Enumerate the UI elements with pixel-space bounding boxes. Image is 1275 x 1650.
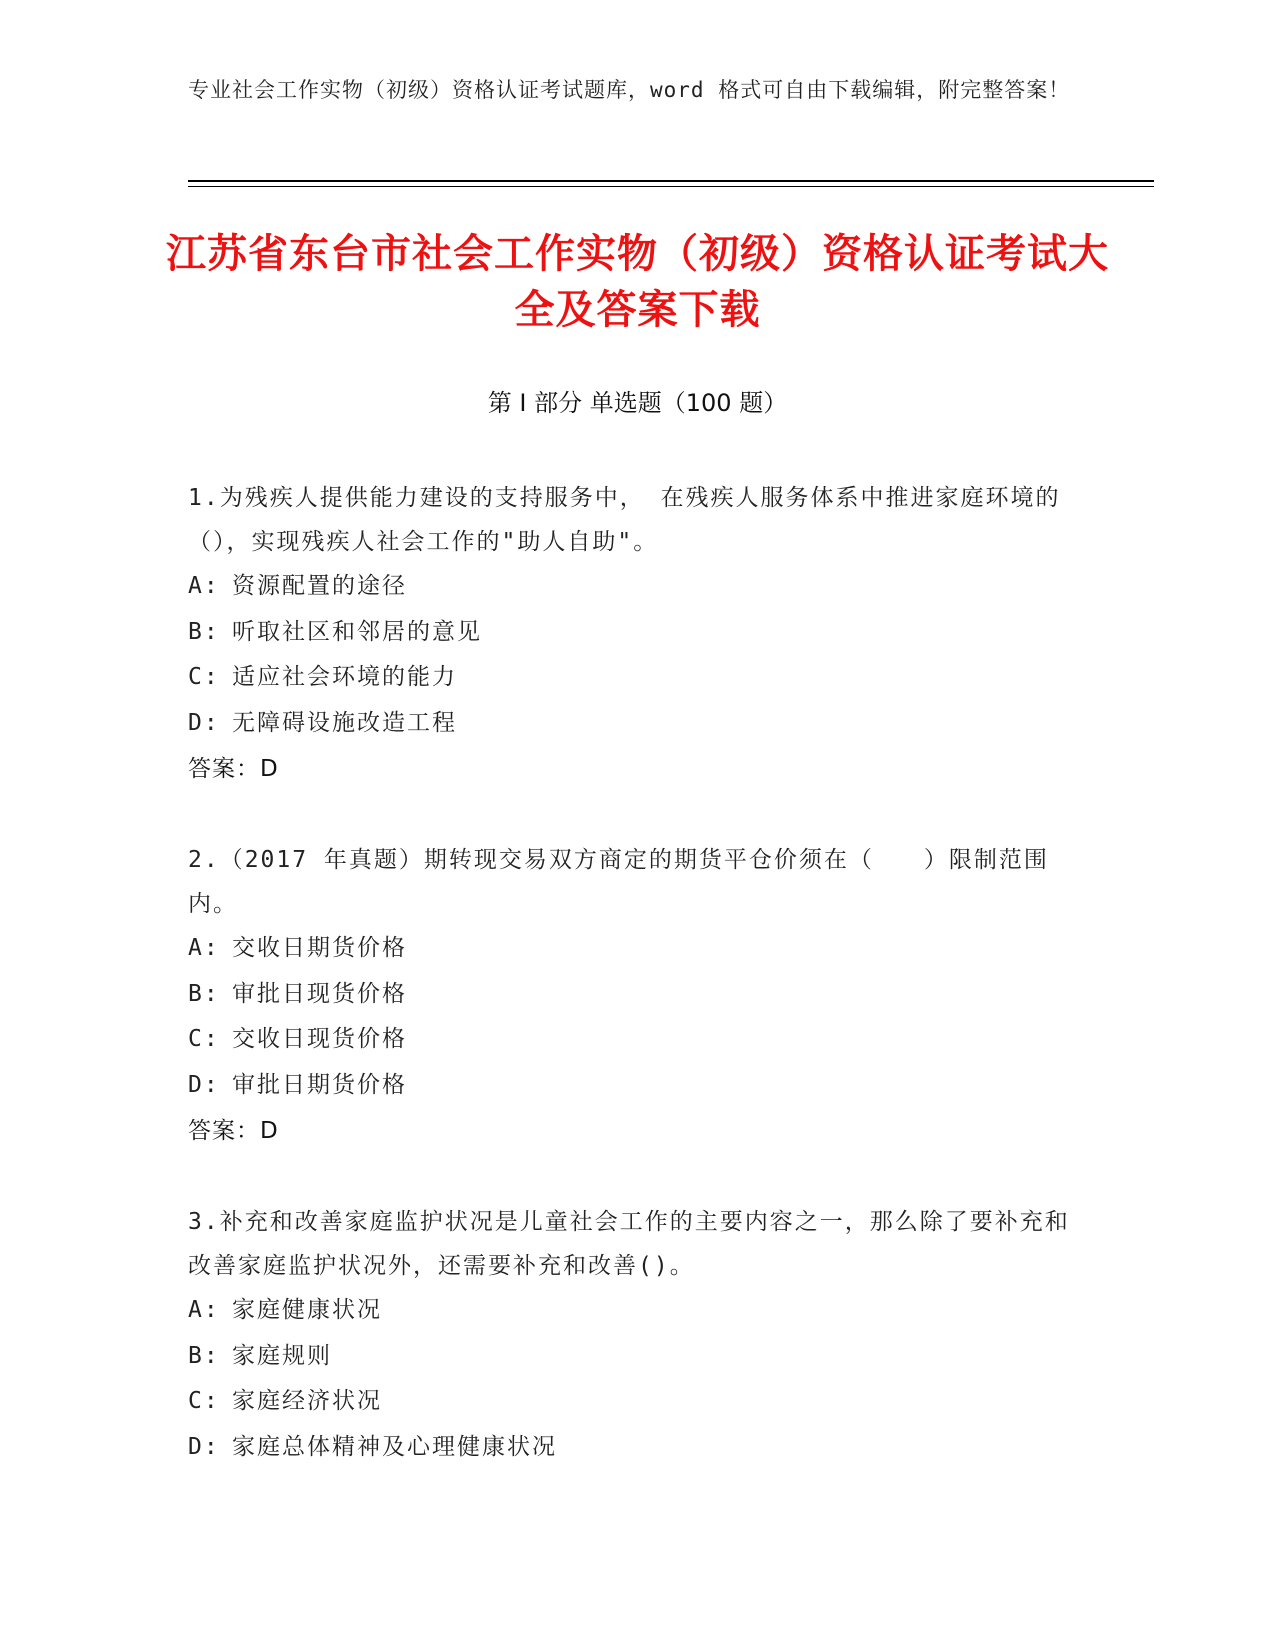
option-letter: D: bbox=[188, 1433, 220, 1460]
option-b bbox=[188, 1334, 1088, 1380]
option-letter: C: bbox=[188, 664, 220, 690]
option-a bbox=[188, 1288, 1088, 1334]
option-text: 资源配置的途径 bbox=[232, 573, 407, 599]
option-letter: B: bbox=[188, 980, 220, 1007]
option-letter: A: bbox=[188, 1297, 220, 1323]
option-c bbox=[188, 1379, 1088, 1425]
option-letter: A: bbox=[188, 935, 220, 961]
option-letter: B: bbox=[188, 618, 220, 645]
question-2 bbox=[188, 838, 1088, 1154]
answer-line: 答案：D bbox=[188, 1118, 279, 1144]
option-letter: D: bbox=[188, 1071, 220, 1098]
option-a bbox=[188, 564, 1088, 610]
option-text: 家庭健康状况 bbox=[232, 1297, 382, 1323]
option-text: 听取社区和邻居的意见 bbox=[232, 618, 482, 645]
question-3 bbox=[188, 1200, 1088, 1470]
question-list bbox=[188, 476, 1088, 1516]
option-b bbox=[188, 972, 1088, 1018]
option-text: 无障碍设施改造工程 bbox=[232, 709, 457, 736]
option-b bbox=[188, 610, 1088, 656]
option-letter: C: bbox=[188, 1388, 220, 1414]
header-divider-thick bbox=[188, 180, 1154, 182]
section-heading: 第 I 部分 单选题（100 题） bbox=[487, 389, 788, 417]
option-d bbox=[188, 1063, 1088, 1109]
header-note: 专业社会工作实物（初级）资格认证考试题库，word 格式可自由下载编辑，附完整答案！ bbox=[188, 78, 1071, 102]
option-c bbox=[188, 1017, 1088, 1063]
document-title: 江苏省东台市社会工作实物（初级）资格认证考试大全及答案下载 bbox=[166, 231, 1109, 333]
option-letter: C: bbox=[188, 1026, 220, 1052]
option-letter: A: bbox=[188, 573, 220, 599]
question-stem: 1.为残疾人提供能力建设的支持服务中， 在残疾人服务体系中推进家庭环境的（），实现残疾人社会工作的"助人自助"。 bbox=[188, 485, 1061, 555]
option-letter: B: bbox=[188, 1342, 220, 1369]
option-c bbox=[188, 655, 1088, 701]
option-text: 审批日期货价格 bbox=[232, 1071, 407, 1098]
option-text: 交收日现货价格 bbox=[232, 1026, 407, 1052]
option-d bbox=[188, 701, 1088, 747]
question-1 bbox=[188, 476, 1088, 792]
option-text: 审批日现货价格 bbox=[232, 980, 407, 1007]
option-a bbox=[188, 926, 1088, 972]
option-d bbox=[188, 1425, 1088, 1471]
option-text: 适应社会环境的能力 bbox=[232, 664, 457, 690]
answer-line: 答案：D bbox=[188, 756, 279, 782]
option-text: 家庭经济状况 bbox=[232, 1388, 382, 1414]
question-stem: 3.补充和改善家庭监护状况是儿童社会工作的主要内容之一，那么除了要补充和改善家庭监护状况外，还需要补充和改善()。 bbox=[188, 1209, 1070, 1279]
option-text: 交收日期货价格 bbox=[232, 935, 407, 961]
option-letter: D: bbox=[188, 709, 220, 736]
question-stem: 2.（2017 年真题）期转现交易双方商定的期货平仓价须在（ ）限制范围内。 bbox=[188, 847, 1049, 917]
option-text: 家庭规则 bbox=[232, 1342, 332, 1369]
header-divider-thin bbox=[188, 186, 1154, 187]
option-text: 家庭总体精神及心理健康状况 bbox=[232, 1433, 557, 1460]
